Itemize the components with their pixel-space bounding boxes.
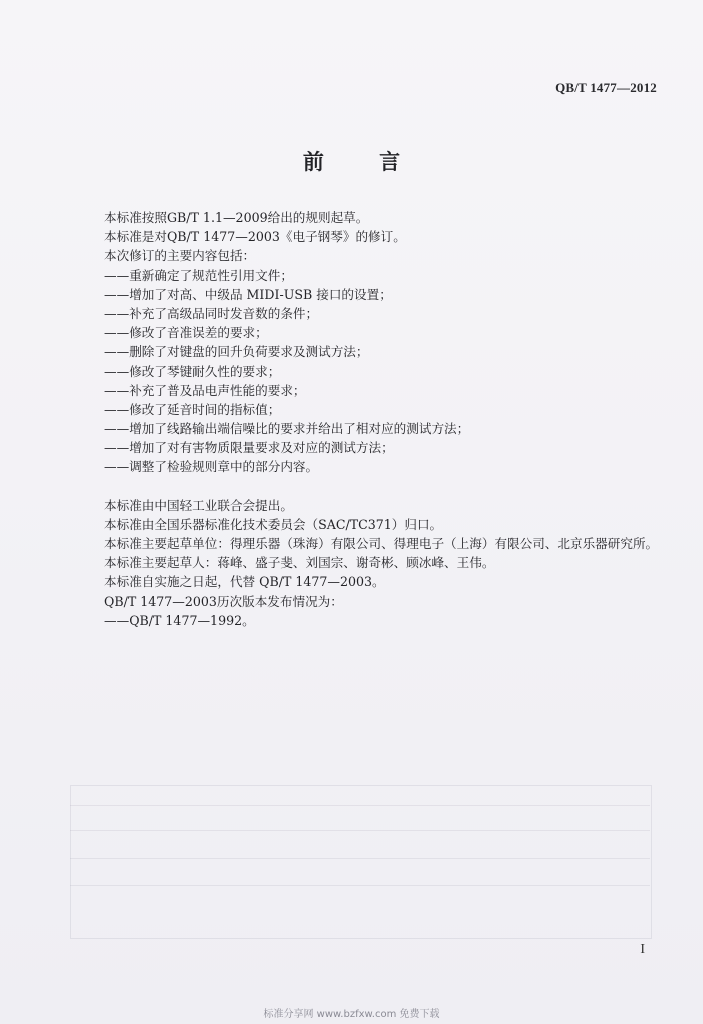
paragraph-line: 本标准主要起草单位：得理乐器（珠海）有限公司、得理电子（上海）有限公司、北京乐器研究所。 (104, 536, 659, 551)
list-item: ——补充了普及品电声性能的要求； (104, 382, 306, 398)
bleed-through-rule (70, 805, 650, 806)
paragraph-line: 本标准主要起草人：蒋峰、盛子斐、刘国宗、谢奇彬、顾冰峰、王伟。 (104, 555, 495, 571)
list-item: ——补充了高级品同时发音数的条件； (104, 305, 319, 321)
foreword-body (104, 208, 664, 630)
list-item: ——删除了对键盘的回升负荷要求及测试方法； (104, 344, 369, 360)
paragraph-line: 本标准是对QB/T 1477—2003《电子钢琴》的修订。 (104, 229, 406, 245)
bleed-through-table (70, 785, 652, 939)
bleed-through-rule (70, 858, 650, 859)
list-item: ——重新确定了规范性引用文件； (104, 267, 293, 283)
list-item: ——QB/T 1477—1992。 (104, 612, 255, 628)
list-item: ——增加了对有害物质限量要求及对应的测试方法； (104, 440, 394, 456)
paragraph-line: 本次修订的主要内容包括： (104, 248, 256, 264)
paragraph-line: 本标准由全国乐器标准化技术委员会（SAC/TC371）归口。 (104, 516, 443, 532)
watermark-footer: 标准分享网 www.bzfxw.com 免费下载 (263, 1009, 440, 1020)
list-item: ——增加了线路输出端信噪比的要求并给出了相对应的测试方法； (104, 421, 470, 437)
bleed-through-rule (70, 830, 650, 831)
paragraph-line: QB/T 1477—2003历次版本发布情况为： (104, 593, 343, 609)
paragraph-line: 本标准由中国轻工业联合会提出。 (104, 497, 293, 513)
list-item: ——增加了对高、中级品 MIDI-USB 接口的设置； (104, 286, 392, 302)
paragraph-gap (104, 477, 664, 496)
list-item: ——修改了音准误差的要求； (104, 325, 268, 341)
list-item: ——调整了检验规则章中的部分内容。 (104, 459, 319, 475)
paragraph-line: 本标准自实施之日起，代替 QB/T 1477—2003。 (104, 574, 385, 590)
paragraph-line: 本标准按照GB/T 1.1—2009给出的规则起草。 (104, 210, 369, 225)
standard-code: QB/T 1477—2012 (555, 80, 657, 95)
page-title: 前 言 (302, 149, 425, 174)
list-item: ——修改了延音时间的指标值； (104, 401, 281, 417)
page-number: I (640, 942, 645, 957)
bleed-through-rule (70, 885, 650, 886)
list-item: ——修改了琴键耐久性的要求； (104, 363, 281, 379)
